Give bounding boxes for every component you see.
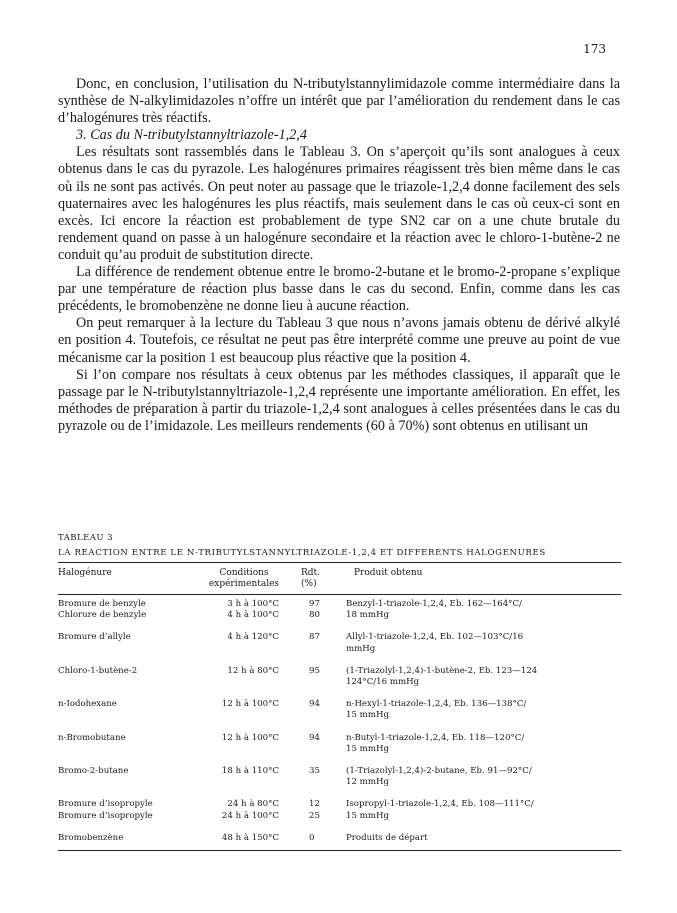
cell-rdt: 25 xyxy=(309,810,320,821)
cell-rdt: 95 xyxy=(309,665,320,676)
table-3 xyxy=(58,533,621,851)
body-text xyxy=(58,76,620,435)
table-row xyxy=(58,766,621,777)
cell-produit: 15 mmHg xyxy=(346,710,389,721)
table-body xyxy=(58,595,621,844)
cell-conditions: 12 h à 80°C xyxy=(227,665,279,676)
cell-conditions: 12 h à 100°C xyxy=(221,732,279,743)
cell-produit: 15 mmHg xyxy=(346,810,389,821)
cell-conditions: 3 h à 100°C xyxy=(227,599,279,609)
cell-rdt: 80 xyxy=(309,610,320,621)
cell-produit: 15 mmHg xyxy=(346,743,389,754)
cell-produit: 12 mmHg xyxy=(346,777,389,788)
cell-rdt: 12 xyxy=(309,799,320,810)
row-spacer xyxy=(58,722,621,733)
cell-halogenure: Chlorure de benzyle xyxy=(58,610,147,621)
cell-halogenure xyxy=(58,644,193,655)
row-spacer xyxy=(58,822,621,833)
cell-produit: Allyl-1-triazole-1,2,4, Eb. 102—103°C/16 xyxy=(346,632,524,643)
table-row xyxy=(58,677,621,688)
header-produit: Produit obtenu xyxy=(354,568,423,578)
row-spacer xyxy=(58,788,621,799)
cell-rdt xyxy=(295,710,340,721)
paragraph-yield-difference: La différence de rendement obtenue entre le bromo-2-butane et le bromo-2-propane s’explique par une température de réaction plus basse dans le cas du second. Enfin, comme dans les cas précédents, le bromobenzène ne donne lieu à aucune réaction. xyxy=(58,264,620,315)
cell-conditions xyxy=(193,677,295,688)
cell-conditions: 4 h à 100°C xyxy=(227,610,279,621)
cell-produit: (1-Triazolyl-1,2,4)-1-butène-2, Eb. 123—124 xyxy=(346,665,538,676)
header-rdt xyxy=(295,568,340,590)
cell-rdt: 0 xyxy=(309,832,315,843)
header-rdt-line1: Rdt. xyxy=(301,568,321,578)
cell-conditions xyxy=(193,710,295,721)
cell-conditions xyxy=(193,744,295,755)
paragraph-position-4: On peut remarquer à la lecture du Tableau 3 que nous n’avons jamais obtenu de dérivé alkylé en position 4. Toutefois, ce résultat ne peut pas être interprété comme une preuve au point de vue mécanisme car la position 1 est beaucoup plus réactive que la position 4. xyxy=(58,315,620,366)
paragraph-results: Les résultats sont rassemblés dans le Tableau 3. On s’aperçoit qu’ils sont analogues à ceux obtenus dans le cas du pyrazole. Les halogénures primaires réagissent très bien même dans le cas où ils ne sont pas activés. On peut noter au passage que le triazole-1,2,4 donne facilement des sels quaternaires avec les halogénures les plus réactifs, mais seulement dans le cas où ceux-ci sont en excès. Ici encore la réaction est probablement de type SN2 car on a une chute brutale du rendement quand on passe à un halogénure secondaire et la réaction avec le chloro-1-butène-2 ne conduit qu’au produit de substitution directe. xyxy=(58,144,620,263)
table-row xyxy=(58,833,621,844)
header-rdt-line2: (%) xyxy=(301,579,317,589)
cell-conditions xyxy=(193,644,295,655)
cell-rdt: 94 xyxy=(309,699,320,710)
cell-halogenure: n-Iodohexane xyxy=(58,699,117,710)
cell-halogenure xyxy=(58,677,193,688)
cell-halogenure: n-Bromobutane xyxy=(58,732,126,743)
row-spacer xyxy=(58,688,621,699)
page-number: 173 xyxy=(583,42,606,56)
cell-rdt xyxy=(295,744,340,755)
cell-produit: Produits de départ xyxy=(346,832,428,843)
cell-produit: n-Hexyl-1-triazole-1,2,4, Eb. 136—138°C/ xyxy=(346,699,527,710)
cell-conditions: 18 h à 110°C xyxy=(221,766,279,777)
cell-halogenure: Bromure d’isopropyle xyxy=(58,799,153,810)
cell-halogenure xyxy=(58,744,193,755)
cell-produit: Benzyl-1-triazole-1,2,4, Eb. 162—164°C/ xyxy=(346,599,522,609)
table-label: TABLEAU 3 xyxy=(58,533,114,543)
cell-halogenure: Bromure d’allyle xyxy=(58,632,131,643)
table-row xyxy=(58,699,621,710)
cell-halogenure: Bromobenzène xyxy=(58,832,124,843)
table-title: LA REACTION ENTRE LE N-TRIBUTYLSTANNYLTRIAZOLE-1,2,4 ET DIFFERENTS HALOGENURES xyxy=(58,548,546,558)
row-spacer xyxy=(58,621,621,632)
table-row xyxy=(58,610,621,621)
table-row xyxy=(58,599,621,610)
header-conditions-line1: Conditions xyxy=(219,568,269,578)
cell-conditions: 12 h à 100°C xyxy=(221,699,279,710)
table-row xyxy=(58,777,621,788)
cell-halogenure: Bromure de benzyle xyxy=(58,599,146,609)
table-row xyxy=(58,733,621,744)
cell-halogenure xyxy=(58,777,193,788)
table-header xyxy=(58,563,621,594)
cell-conditions: 48 h à 150°C xyxy=(221,832,279,843)
cell-produit: mmHg xyxy=(346,643,376,654)
cell-halogenure: Chloro-1-butène-2 xyxy=(58,665,138,676)
table-row xyxy=(58,632,621,643)
table-row xyxy=(58,644,621,655)
section-heading: 3. Cas du N-tributylstannyltriazole-1,2,4 xyxy=(76,127,307,144)
cell-produit: 124°C/16 mmHg xyxy=(346,677,420,688)
paragraph-comparison: Si l’on compare nos résultats à ceux obtenus par les méthodes classiques, il apparaît que le passage par le N-tributylstannyltriazole-1,2,4 représente une importante amélioration. En effet, les méthodes de préparation à partir du triazole-1,2,4 sont analogues à celles présentées dans le cas du pyrazole ou de l’imidazole. Les meilleurs rendements (60 à 70%) sont obtenus en utilisant un xyxy=(58,366,620,434)
header-conditions xyxy=(193,568,295,590)
cell-rdt xyxy=(295,677,340,688)
cell-produit: n-Butyl-1-triazole-1,2,4, Eb. 118—120°C/ xyxy=(346,732,525,743)
cell-rdt xyxy=(295,644,340,655)
cell-produit: 18 mmHg xyxy=(346,610,389,621)
table-row xyxy=(58,799,621,810)
cell-rdt: 87 xyxy=(309,632,320,643)
row-spacer xyxy=(58,655,621,666)
cell-halogenure xyxy=(58,710,193,721)
cell-rdt: 35 xyxy=(309,766,320,777)
cell-rdt xyxy=(295,777,340,788)
header-halogenure: Halogénure xyxy=(58,568,112,578)
header-conditions-line2: expérimentales xyxy=(208,579,280,589)
cell-conditions: 24 h à 100°C xyxy=(221,810,279,821)
cell-conditions: 4 h à 120°C xyxy=(227,632,279,643)
cell-rdt: 97 xyxy=(309,599,320,609)
cell-conditions xyxy=(193,777,295,788)
paragraph-conclusion: Donc, en conclusion, l’utilisation du N-tributylstannylimidazole comme intermédiaire dans la synthèse de N-alkylimidazoles n’offre un intérêt que par l’amélioration du rendement dans le cas d’halogénures très réactifs. xyxy=(58,76,620,127)
table-row xyxy=(58,811,621,822)
cell-halogenure: Bromure d’isopropyle xyxy=(58,810,153,821)
cell-produit: Isopropyl-1-triazole-1,2,4, Eb. 108—111°C/ xyxy=(346,799,534,810)
table-row xyxy=(58,710,621,721)
row-spacer xyxy=(58,755,621,766)
cell-halogenure: Bromo-2-butane xyxy=(58,766,129,777)
cell-produit: (1-Triazolyl-1,2,4)-2-butane, Eb. 91—92°C/ xyxy=(346,766,532,777)
cell-rdt: 94 xyxy=(309,732,320,743)
cell-conditions: 24 h à 80°C xyxy=(227,799,279,810)
table-bottom-rule xyxy=(58,850,621,851)
table-row xyxy=(58,666,621,677)
table-row xyxy=(58,744,621,755)
